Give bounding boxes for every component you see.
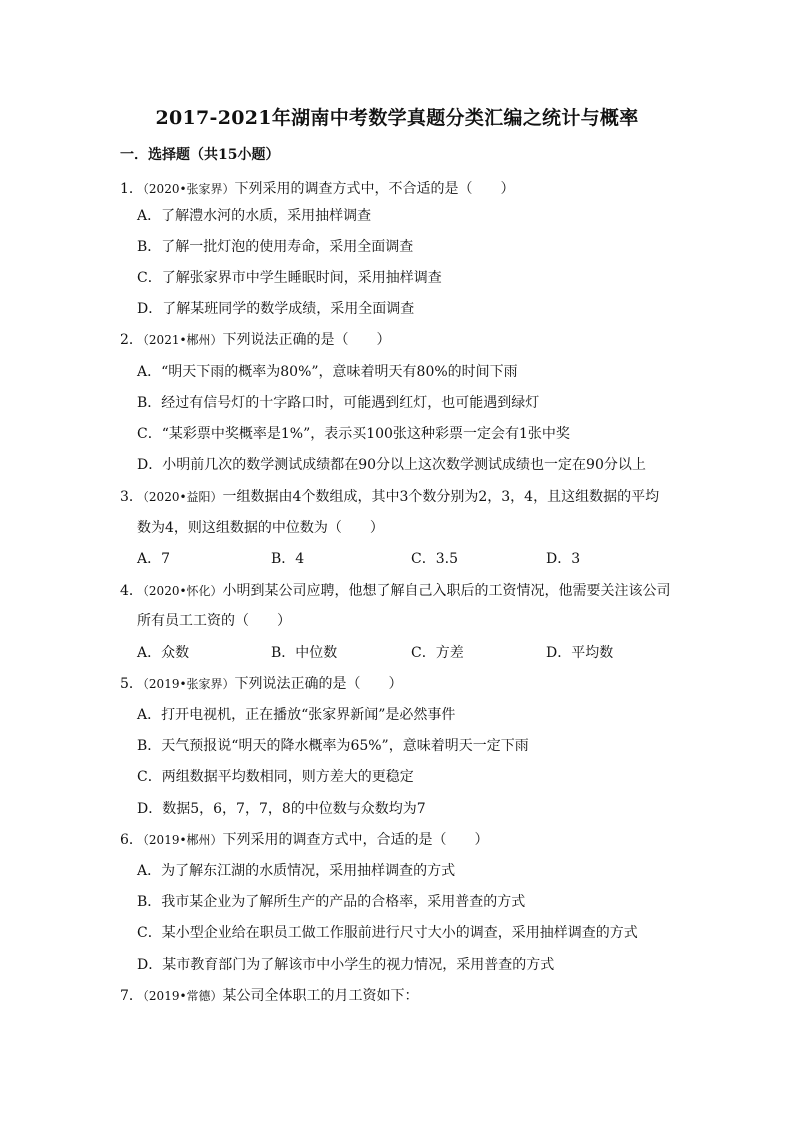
question-source: （2020•益阳） (142, 490, 223, 504)
question-2 (120, 331, 391, 349)
section-heading: 一．选择题（共15小题） (120, 147, 280, 163)
question-source: （2021•郴州） (142, 333, 223, 347)
question-stem: 小明到某公司应聘，他想了解自己入职后的工资情况，他需要关注该公司 (222, 583, 671, 599)
option-2b: B．经过有信号灯的十字路口时，可能遇到红灯，也可能遇到绿灯 (137, 395, 540, 411)
question-number: 2． (120, 332, 143, 348)
question-stem: 下列采用的调查方式中，合适的是（ ） (222, 832, 489, 848)
question-stem: 下列采用的调查方式中，不合适的是（ ） (234, 181, 515, 197)
option-5d: D．数据5，6，7，7，8的中位数与众数均为7 (137, 801, 426, 817)
question-6 (120, 831, 489, 849)
option-5b: B．天气预报说“明天的降水概率为65%”，意味着明天一定下雨 (137, 738, 529, 754)
option-4d: D．平均数 (546, 645, 614, 661)
question-4-stem-cont: 所有员工工资的（ ） (137, 613, 291, 629)
option-4b: B．中位数 (271, 645, 338, 661)
option-3d: D．3 (546, 551, 581, 567)
question-source: （2019•张家界） (142, 677, 235, 691)
question-1 (120, 180, 515, 198)
option-3c: C．3.5 (411, 551, 458, 567)
question-source: （2019•郴州） (142, 833, 223, 847)
option-2c: C．“某彩票中奖概率是1%”，表示买100张这种彩票一定会有1张中奖 (137, 426, 570, 442)
question-7 (120, 987, 419, 1005)
option-5a: A．打开电视机，正在播放“张家界新闻”是必然事件 (137, 707, 456, 723)
question-3-stem-cont: 数为4，则这组数据的中位数为（ ） (137, 520, 384, 536)
option-1d: D．了解某班同学的数学成绩，采用全面调查 (137, 301, 415, 317)
question-stem: 下列说法正确的是（ ） (234, 676, 403, 692)
option-6c: C．某小型企业给在职员工做工作服前进行尺寸大小的调查，采用抽样调查的方式 (137, 925, 638, 941)
question-3 (120, 488, 659, 506)
question-stem: 下列说法正确的是（ ） (222, 332, 391, 348)
option-4c: C．方差 (411, 645, 464, 661)
option-6b: B．我市某企业为了解所生产的产品的合格率，采用普查的方式 (137, 894, 526, 910)
page-title: 2017-2021年湖南中考数学真题分类汇编之统计与概率 (155, 107, 639, 129)
question-number: 1． (120, 181, 143, 197)
option-2d: D．小明前几次的数学测试成绩都在90分以上这次数学测试成绩也一定在90分以上 (137, 457, 646, 473)
question-source: （2020•怀化） (142, 584, 223, 598)
question-stem: 一组数据由4个数组成，其中3个数分别为2，3，4，且这组数据的平均 (222, 489, 660, 505)
option-3a: A．7 (137, 551, 171, 567)
question-number: 7． (120, 988, 143, 1004)
option-6d: D．某市教育部门为了解该市中小学生的视力情况，采用普查的方式 (137, 957, 555, 973)
option-1a: A．了解澧水河的水质，采用抽样调查 (137, 208, 372, 224)
option-5c: C．两组数据平均数相同，则方差大的更稳定 (137, 769, 414, 785)
question-source: （2020•张家界） (142, 182, 235, 196)
question-number: 5． (120, 676, 143, 692)
option-2a: A．“明天下雨的概率为80%”，意味着明天有80%的时间下雨 (137, 364, 518, 380)
question-5 (120, 675, 403, 693)
question-number: 4． (120, 583, 143, 599)
question-number: 3． (120, 489, 143, 505)
option-3b: B．4 (271, 551, 305, 567)
option-1c: C．了解张家界市中学生睡眠时间，采用抽样调查 (137, 270, 442, 286)
question-stem: 某公司全体职工的月工资如下： (222, 988, 419, 1004)
question-number: 6． (120, 832, 143, 848)
question-source: （2019•常德） (142, 989, 223, 1003)
option-6a: A．为了解东江湖的水质情况，采用抽样调查的方式 (137, 863, 456, 879)
option-4a: A．众数 (137, 645, 190, 661)
option-1b: B．了解一批灯泡的使用寿命，采用全面调查 (137, 239, 414, 255)
question-4 (120, 582, 671, 600)
